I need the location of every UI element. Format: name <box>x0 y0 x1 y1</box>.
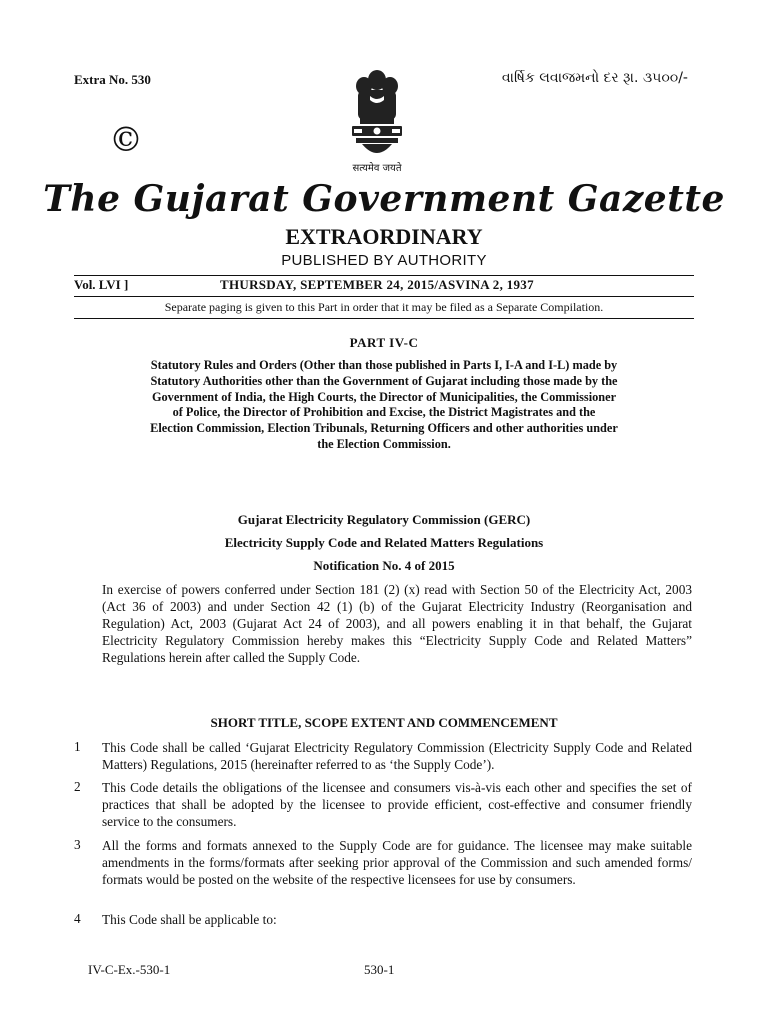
clause-text: All the forms and formats annexed to the Supply Code are for guidance. The licensee may make suitable amendments in the forms/formats after seeking prior approval of the Commission and such amended forms/ formats would be posted on the website of the respective licensees for use by consumers. <box>102 838 692 887</box>
clause-text: This Code details the obligations of the licensee and consumers vis-à-vis each other and specifies the set of practices that shall be adopted by the licensee to provide efficient, cost-effective and consumer friendly service to the consumers. <box>102 780 692 829</box>
page-number: 530-1 <box>364 962 395 977</box>
notification-number: Notification No. 4 of 2015 <box>313 558 455 573</box>
preamble-paragraph: In exercise of powers conferred under Section 181 (2) (x) read with Section 50 of the Electricity Act, 2003 (Act 36 of 2003) and under Section 42 (1) (b) of the Gujarat Electricity Industry (Reorganisation and Regulation) Act, 2003 (Gujarat Act 24 of 2003), and all powers enabling it in that behalf, the Gujarat Electricity Regulatory Commission hereby makes this “Electricity Supply Code and Related Matters” Regulations herein after called the Supply Code. <box>102 582 692 665</box>
extra-number: Extra No. 530 <box>74 72 151 87</box>
clause-number: 1 <box>74 739 81 754</box>
clause-number: 3 <box>74 837 81 852</box>
published-by-authority: PUBLISHED BY AUTHORITY <box>281 252 487 269</box>
national-motto: सत्यमेव जयते <box>352 163 402 174</box>
footer-reference: IV-C-Ex.-530-1 <box>88 962 171 977</box>
volume-number: Vol. LVI ] <box>74 277 129 292</box>
part-description: Statutory Rules and Orders (Other than those published in Parts I, I-A and I-L) made by Statutory Authorities other than the Government of Gujarat including those made by the Government of India, the High Courts, the Director of Municipalities, the Commissioner of Police, the Director of Prohibition and Excise, the District Magistrates and the Election Commission, Election Tribunals, Returning Officers and other authorities under the Election Commission. <box>150 358 618 451</box>
clause-text: This Code shall be applicable to: <box>102 912 277 927</box>
dateline-rule <box>74 296 694 297</box>
national-emblem-icon <box>340 66 414 172</box>
clause-text: This Code shall be called ‘Gujarat Electricity Regulatory Commission (Electricity Supply Code and Related Matters) Regulations, 2015 (hereinafter referred to as ‘the Supply Code’). <box>102 740 692 772</box>
gazette-masthead: The Gujarat Government Gazette <box>43 178 725 220</box>
clause-number: 2 <box>74 779 81 794</box>
issue-date: THURSDAY, SEPTEMBER 24, 2015/ASVINA 2, 1937 <box>220 277 534 292</box>
subscription-rate: વાર્ષિક લવાજમનો દર રૂા. ૩૫૦૦/- <box>501 70 688 86</box>
top-rule <box>74 275 694 276</box>
regulations-title: Electricity Supply Code and Related Matters Regulations <box>224 535 544 550</box>
separate-paging-note: Separate paging is given to this Part in order that it may be filed as a Separate Compilation. <box>164 300 604 314</box>
copyright-icon: © <box>109 120 143 160</box>
clause-number: 4 <box>74 911 81 926</box>
edition-title: EXTRAORDINARY <box>285 224 483 249</box>
part-title: PART IV-C <box>349 335 419 350</box>
section-heading: SHORT TITLE, SCOPE EXTENT AND COMMENCEMENT <box>210 715 558 730</box>
authority-name: Gujarat Electricity Regulatory Commission (GERC) <box>237 512 531 527</box>
note-rule <box>74 318 694 319</box>
